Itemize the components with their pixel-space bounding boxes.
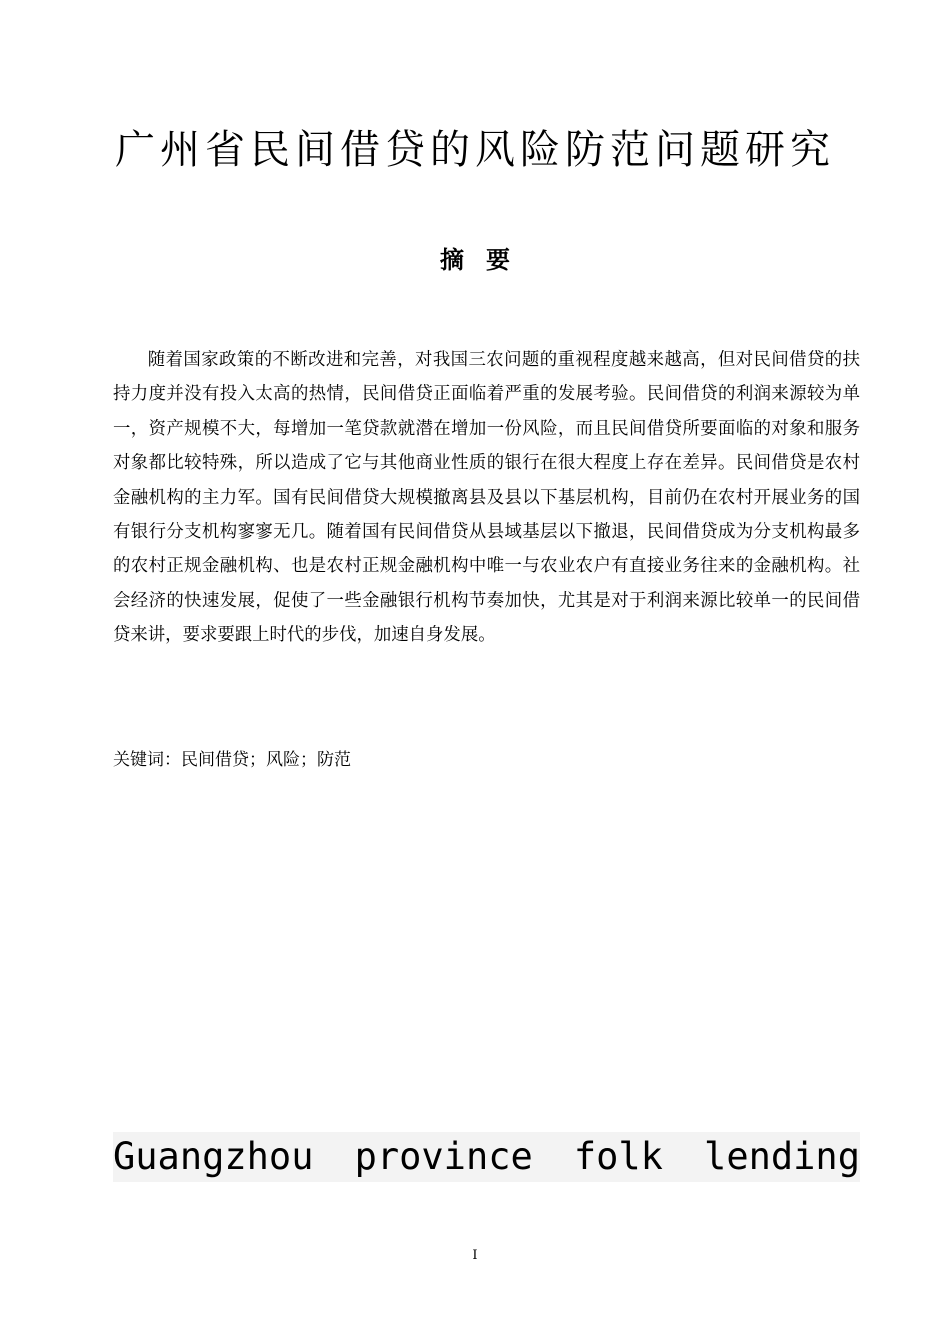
page-number: I	[472, 1248, 478, 1263]
english-title-word: folk	[573, 1135, 663, 1178]
keywords-line: 关键词：民间借贷；风险；防范	[113, 750, 351, 770]
abstract-heading: 摘要	[440, 246, 532, 274]
english-title-word: province	[354, 1135, 533, 1178]
english-title	[113, 1132, 860, 1182]
abstract-paragraph: 随着国家政策的不断改进和完善，对我国三农问题的重视程度越来越高，但对民间借贷的扶持力度并没有投入太高的热情，民间借贷正面临着严重的发展考验。民间借贷的利润来源较为单一，资产规模不大，每增加一笔贷款就潜在增加一份风险，而且民间借贷所要面临的对象和服务对象都比较特殊，所以造成了它与其他商业性质的银行在很大程度上存在差异。民间借贷是农村金融机构的主力军。国有民间借贷大规模撤离县及县以下基层机构，目前仍在农村开展业务的国有银行分支机构寥寥无几。随着国有民间借贷从县域基层以下撤退，民间借贷成为分支机构最多的农村正规金融机构、也是农村正规金融机构中唯一与农业农户有直接业务往来的金融机构。社会经济的快速发展，促使了一些金融银行机构节奏加快，尤其是对于利润来源比较单一的民间借贷来讲，要求要跟上时代的步伐，加速自身发展。	[113, 350, 860, 646]
document-title: 广州省民间借贷的风险防范问题研究	[115, 127, 835, 173]
english-title-word: lending	[704, 1135, 860, 1178]
english-title-word: Guangzhou	[113, 1135, 314, 1178]
